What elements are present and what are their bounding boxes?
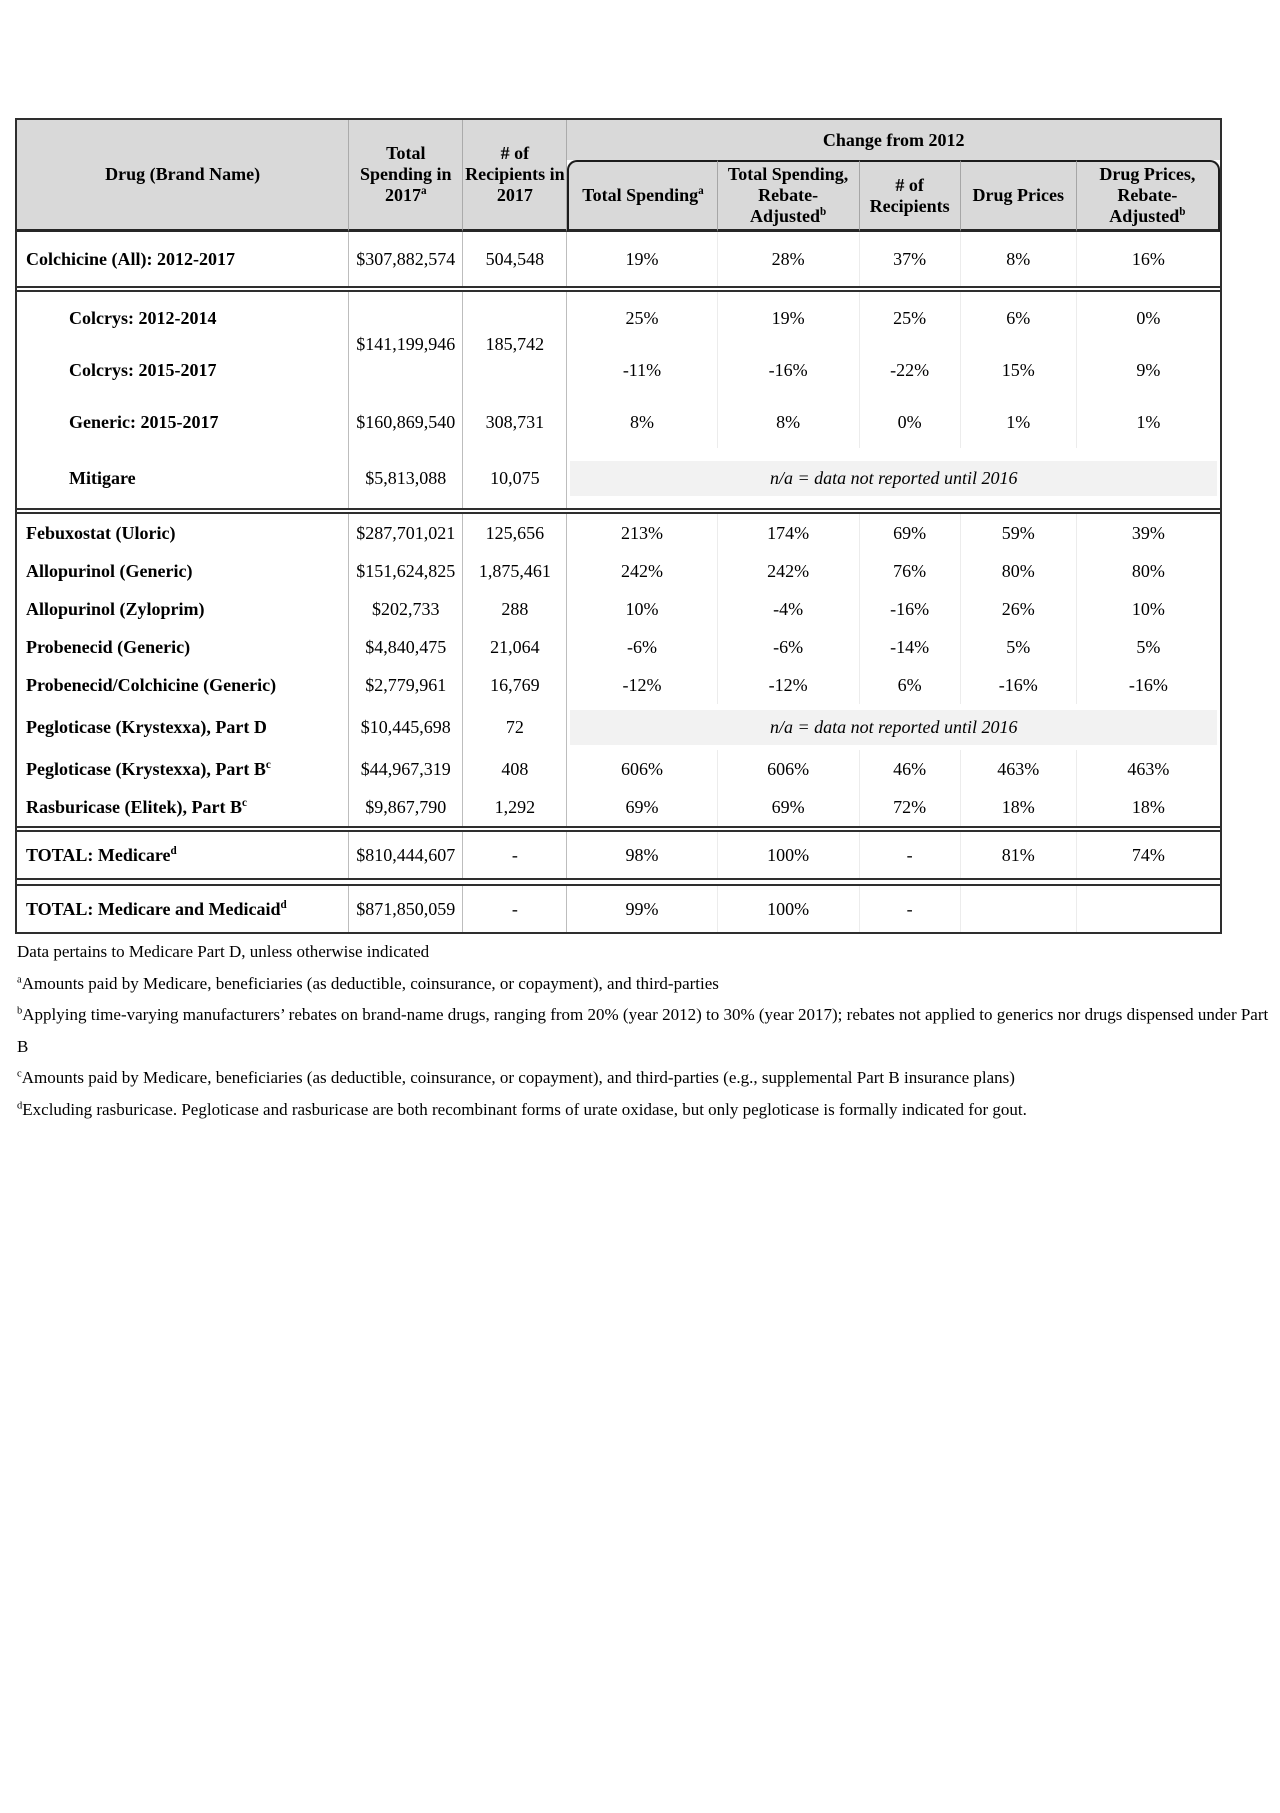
change-cell: 1%: [961, 396, 1077, 448]
footnote-general: [17, 936, 1269, 968]
footnote-a: [17, 968, 1269, 1000]
footnote-text: Amounts paid by Medicare, beneficiaries (as deductible, coinsurance, or copayment), and third-parties: [21, 973, 719, 993]
change-cell: -16%: [860, 590, 961, 628]
change-cell: -14%: [860, 628, 961, 666]
table-row: [17, 552, 1220, 590]
column-header-drug: Drug (Brand Name): [17, 120, 349, 232]
table-row: [17, 344, 1220, 396]
footnote-d: [17, 1094, 1269, 1126]
header-row-group: [17, 120, 1220, 160]
recipients-cell: 10,075: [463, 448, 567, 508]
change-cell: 10%: [1131, 598, 1165, 619]
change-cell: 80%: [1131, 560, 1165, 581]
drug-name-cell: [17, 788, 349, 826]
change-cell: 8%: [567, 396, 717, 448]
subheader-label: Total Spending, Rebate-Adjusted: [727, 164, 849, 226]
na-band: n/a = data not reported until 2016: [570, 710, 1217, 745]
change-cell: 1%: [1136, 411, 1161, 432]
footnote-marker: a: [698, 185, 704, 197]
change-cell: 99%: [567, 886, 717, 932]
spending-cell: $307,882,574: [349, 232, 463, 286]
subheader-label: Drug Prices: [972, 185, 1064, 205]
table-row: [17, 514, 1220, 552]
drug-name-cell: Probenecid/Colchicine (Generic): [17, 666, 349, 704]
total-row-medicare: [17, 832, 1220, 878]
table-row: [17, 666, 1220, 704]
change-cell: 37%: [860, 232, 961, 286]
drug-name-cell: Allopurinol (Zyloprim): [17, 590, 349, 628]
footnote-marker: c: [17, 1068, 22, 1080]
change-cell: 8%: [961, 232, 1077, 286]
footnote-b: [17, 999, 1269, 1062]
change-cell: 5%: [961, 628, 1077, 666]
recipients-cell: 288: [463, 590, 567, 628]
change-cell: 100%: [718, 832, 860, 878]
footnote-c: [17, 1062, 1269, 1094]
footnote-marker: d: [280, 898, 287, 911]
change-cell: 46%: [860, 750, 961, 788]
drug-name: Rasburicase (Elitek), Part B: [26, 796, 242, 817]
recipients-cell: 504,548: [463, 232, 567, 286]
change-cell: 98%: [567, 832, 717, 878]
column-header-total-spending: [349, 120, 463, 232]
recipients-cell: 408: [463, 750, 567, 788]
footnote-marker: d: [17, 1099, 23, 1111]
change-cell: 463%: [1127, 758, 1170, 779]
footnote-marker: d: [170, 844, 177, 857]
recipients-cell: 1,875,461: [463, 552, 567, 590]
table-row: [17, 396, 1220, 448]
spending-cell: $151,624,825: [349, 552, 463, 590]
change-cell: 6%: [961, 292, 1077, 344]
drug-name-cell: [17, 886, 349, 932]
change-cell: 18%: [961, 788, 1077, 826]
drug-name-cell: Colchicine (All): 2012-2017: [17, 232, 349, 286]
change-cell: -11%: [567, 344, 717, 396]
change-cell: 26%: [961, 590, 1077, 628]
subheader-label: Total Spending: [582, 185, 699, 205]
drug-name: Pegloticase (Krystexxa), Part B: [26, 758, 266, 779]
change-cell: 213%: [567, 514, 717, 552]
drug-name-cell: Febuxostat (Uloric): [17, 514, 349, 552]
change-cell: 19%: [567, 232, 717, 286]
recipients-cell: 16,769: [463, 666, 567, 704]
change-cell: -6%: [718, 628, 860, 666]
change-cell: -16%: [961, 666, 1077, 704]
change-cell: 69%: [567, 788, 717, 826]
total-row-medicare-medicaid: [17, 886, 1220, 932]
change-cell: 72%: [860, 788, 961, 826]
column-header-recipients: # of Recipients in 2017: [463, 120, 567, 232]
table-row: [17, 788, 1220, 826]
spending-cell: $287,701,021: [349, 514, 463, 552]
change-cell: 242%: [567, 552, 717, 590]
spending-cell: $2,779,961: [349, 666, 463, 704]
spending-cell: $202,733: [349, 590, 463, 628]
change-cell: [961, 886, 1077, 932]
drug-name-cell: Colcrys: 2015-2017: [17, 344, 349, 396]
change-cell: 25%: [860, 292, 961, 344]
drug-name-cell: Probenecid (Generic): [17, 628, 349, 666]
subheader-drug-prices-rebate-adjusted: [1077, 160, 1220, 232]
footnote-marker: a: [17, 973, 22, 985]
change-cell: 69%: [718, 788, 860, 826]
change-cell: 19%: [718, 292, 860, 344]
recipients-cell: 308,731: [463, 396, 567, 448]
recipients-cell: -: [463, 832, 567, 878]
change-cell: 28%: [718, 232, 860, 286]
footnote-text: Data pertains to Medicare Part D, unless otherwise indicated: [17, 942, 430, 961]
footnote-marker: c: [241, 796, 247, 809]
change-cell: -22%: [860, 344, 961, 396]
change-cell: 100%: [718, 886, 860, 932]
drug-name-cell: Colcrys: 2012-2014: [17, 292, 349, 344]
spending-cell: $4,840,475: [349, 628, 463, 666]
table-row: [17, 590, 1220, 628]
change-cell: -12%: [718, 666, 860, 704]
subheader-recipients: [860, 160, 961, 232]
change-cell: 5%: [1136, 636, 1161, 657]
change-cell: 0%: [1136, 307, 1161, 328]
change-cell: 10%: [567, 590, 717, 628]
change-cell: 39%: [1131, 522, 1165, 543]
change-cell: 6%: [860, 666, 961, 704]
change-cell: 69%: [860, 514, 961, 552]
drug-name-cell: Generic: 2015-2017: [17, 396, 349, 448]
change-cell: 606%: [718, 750, 860, 788]
subheader-label: Drug Prices, Rebate-Adjusted: [1099, 164, 1196, 226]
change-cell: 15%: [961, 344, 1077, 396]
footnote-marker: b: [1179, 206, 1186, 218]
change-cell: 606%: [567, 750, 717, 788]
table-row: [17, 628, 1220, 666]
recipients-cell: -: [463, 886, 567, 932]
footnote-marker: c: [265, 758, 271, 771]
subheader-total-spending-rebate-adjusted: [718, 160, 860, 232]
change-cell: 242%: [718, 552, 860, 590]
footnote-text: Applying time-varying manufacturers’ rebates on brand-name drugs, ranging from 20% (year 2012) to 30% (year 2017); rebates not applied to generics nor drugs dispensed under Part B: [17, 1005, 1269, 1056]
change-cell: 9%: [1136, 359, 1161, 380]
subheader-drug-prices: [961, 160, 1077, 232]
change-cell: -6%: [567, 628, 717, 666]
change-cell: -16%: [1128, 674, 1168, 695]
change-cell: 81%: [961, 832, 1077, 878]
footnote-text: Amounts paid by Medicare, beneficiaries (as deductible, coinsurance, or copayment), and third-parties (e.g., supplemental Part B insurance plans): [21, 1068, 1015, 1087]
subheader-label: # of Recipients: [869, 174, 950, 216]
spending-cell: $10,445,698: [349, 704, 463, 750]
spending-cell: $5,813,088: [349, 448, 463, 508]
change-cell: -: [860, 886, 961, 932]
recipients-cell: 1,292: [463, 788, 567, 826]
change-cell: 174%: [718, 514, 860, 552]
table-row: [17, 704, 1220, 750]
drug-name-cell: [17, 750, 349, 788]
na-band: n/a = data not reported until 2016: [570, 461, 1217, 496]
table-row: [17, 232, 1220, 286]
spending-cell: $160,869,540: [349, 396, 463, 448]
change-cell: 80%: [961, 552, 1077, 590]
drug-name-cell: Pegloticase (Krystexxa), Part D: [17, 704, 349, 750]
recipients-cell: 21,064: [463, 628, 567, 666]
table-row: [17, 292, 1220, 344]
footnotes: [17, 936, 1269, 1125]
table-row: [17, 750, 1220, 788]
table-row: [17, 448, 1220, 508]
footnote-text: Excluding rasburicase. Pegloticase and rasburicase are both recombinant forms of urate oxidase, but only pegloticase is formally indicated for gout.: [22, 1099, 1027, 1119]
change-cell: 0%: [860, 396, 961, 448]
change-cell: 8%: [718, 396, 860, 448]
drug-spending-table: [15, 118, 1222, 934]
footnote-marker: b: [17, 1005, 23, 1017]
change-cell: 25%: [567, 292, 717, 344]
drug-name-cell: Mitigare: [17, 448, 349, 508]
spending-cell: $9,867,790: [349, 788, 463, 826]
drug-name: TOTAL: Medicare: [26, 844, 171, 865]
change-cell: -4%: [718, 590, 860, 628]
recipients-cell: 125,656: [463, 514, 567, 552]
footnote-marker: a: [421, 185, 427, 197]
drug-name: TOTAL: Medicare and Medicaid: [26, 898, 281, 919]
change-cell: 463%: [961, 750, 1077, 788]
change-cell: 76%: [860, 552, 961, 590]
change-cell: 74%: [1131, 844, 1165, 865]
na-cell: [567, 448, 1220, 508]
column-header-total-spending-label: Total Spending in 2017: [360, 143, 452, 205]
spending-cell: $141,199,946: [349, 292, 463, 396]
spending-cell: $810,444,607: [349, 832, 463, 878]
change-cell: -: [860, 832, 961, 878]
subheader-total-spending: [567, 160, 717, 232]
spending-table: [17, 120, 1220, 932]
drug-name-cell: Allopurinol (Generic): [17, 552, 349, 590]
footnote-marker: b: [819, 206, 827, 218]
recipients-cell: 72: [463, 704, 567, 750]
spending-cell: $871,850,059: [349, 886, 463, 932]
change-cell: -16%: [718, 344, 860, 396]
change-cell: [1077, 886, 1220, 932]
group-header-change-from-2012: Change from 2012: [567, 120, 1220, 160]
na-cell: [567, 704, 1220, 750]
change-cell: 59%: [961, 514, 1077, 552]
change-cell: 18%: [1131, 796, 1165, 817]
recipients-cell: 185,742: [463, 292, 567, 396]
separator-row: [17, 878, 1220, 886]
spending-cell: $44,967,319: [349, 750, 463, 788]
change-cell: -12%: [567, 666, 717, 704]
drug-name-cell: [17, 832, 349, 878]
change-cell: 16%: [1131, 248, 1165, 269]
